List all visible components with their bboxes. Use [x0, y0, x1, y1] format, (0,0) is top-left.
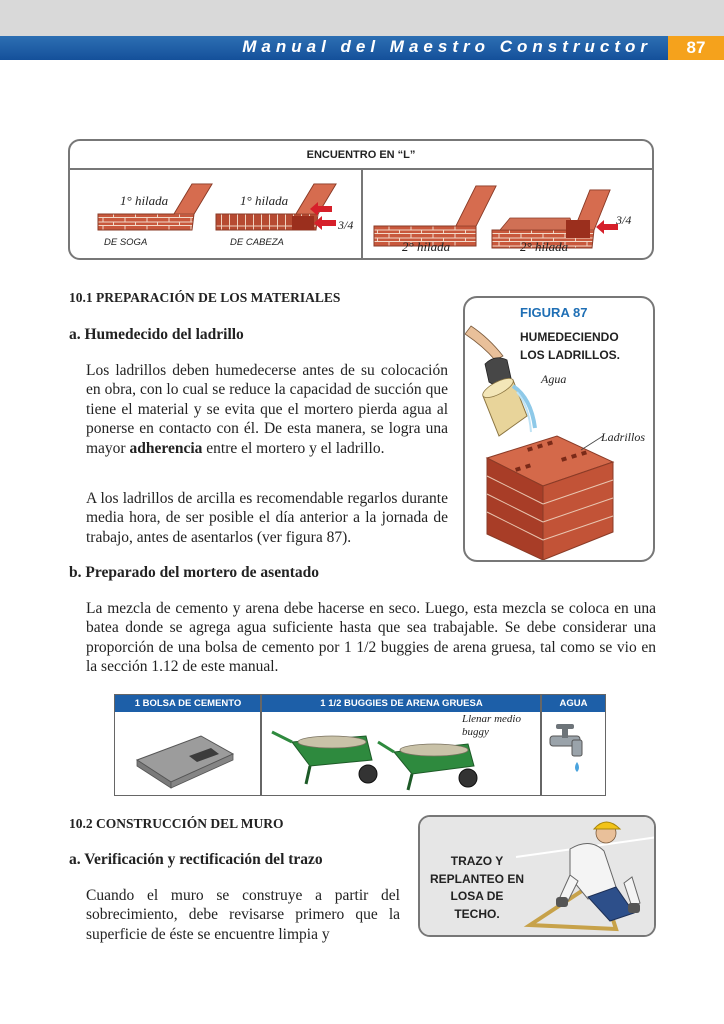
buggy-note: Llenar medio buggy [462, 713, 521, 738]
buggies-cell [262, 712, 540, 795]
water-label: Agua [541, 372, 567, 386]
encuentro-en-l-figure [68, 139, 654, 260]
subsection-heading: a. Verificación y rectificación del trazo [69, 851, 323, 868]
table-header: 1 1/2 BUGGIES DE ARENA GRUESA [262, 695, 541, 712]
hilada-label: 1° hilada [120, 193, 169, 208]
paragraph: A los ladrillos de arcilla es recomendable regarlos durante media hora, de ser posible el día anterior a la jornada de trabajo, antes de asentarlos (ver figura 87). [86, 490, 448, 546]
figure-number: FIGURA 87 [520, 305, 588, 320]
paragraph: Cuando el muro se construye a partir del sobrecimiento, debe revisarse primero que la superficie de éste se encuentre limpia y [86, 887, 400, 943]
hilada-label: 1° hilada [240, 193, 289, 208]
manual-title: Manual del Maestro Constructor [242, 37, 652, 56]
paragraph: La mezcla de cemento y arena debe hacerse en seco. Luego, esta mezcla se coloca en una batea donde se agrega agua suficiente hasta que sea trabajable. Se debe considerar una proporción de una bolsa de cemento por 1 1/2 buggies de arena gruesa, tal como se vio en la sección 1.12 de este manual. [86, 600, 656, 676]
paragraph [86, 361, 448, 458]
hilada-label: 2° hilada [402, 239, 451, 254]
table-header: AGUA [542, 695, 605, 712]
encuentro-title: ENCUENTRO EN “L” [70, 141, 652, 170]
trazo-figure [418, 815, 656, 937]
page-number: 87 [668, 36, 724, 60]
paragraph-text: entre el mortero y el ladrillo. [202, 439, 385, 457]
paragraph-text: Los ladrillos deben humedecerse antes de su colocación en obra, con lo cual se reduce la capacidad de succión que tiene el material y se evita que el mortero pierda agua al ponerse en contacto con él. De esta manera, se logra una mayor [86, 362, 448, 457]
hilada-label: 2° hilada [520, 239, 569, 254]
faucet-icon [542, 712, 605, 795]
section-heading: 10.1 PREPARACIÓN DE LOS MATERIALES [69, 290, 341, 305]
de-soga-label: DE SOGA [104, 237, 148, 248]
subsection-heading: a. Humedecido del ladrillo [69, 326, 244, 343]
water-cell [542, 712, 605, 795]
top-margin-bar [0, 0, 724, 36]
subsection-heading: b. Preparado del mortero de asentado [69, 564, 319, 581]
figure-caption: TRAZO Y REPLANTEO EN LOSA DE TECHO. [430, 854, 525, 921]
fraction-label: 3/4 [338, 218, 354, 232]
bricks-label: Ladrillos [601, 430, 646, 444]
cement-cell [115, 712, 260, 795]
fraction-label: 3/4 [616, 213, 632, 227]
cement-bag-icon [115, 712, 260, 795]
figure-caption: HUMEDECIENDO LOS LADRILLOS. [520, 330, 620, 362]
header-band [0, 36, 668, 60]
materials-table [114, 694, 606, 796]
bold-term: adherencia [129, 439, 203, 457]
figure-87 [463, 296, 655, 562]
de-cabeza-label: DE CABEZA [230, 237, 284, 248]
table-header: 1 BOLSA DE CEMENTO [115, 695, 261, 712]
section-heading: 10.2 CONSTRUCCIÓN DEL MURO [69, 816, 284, 831]
